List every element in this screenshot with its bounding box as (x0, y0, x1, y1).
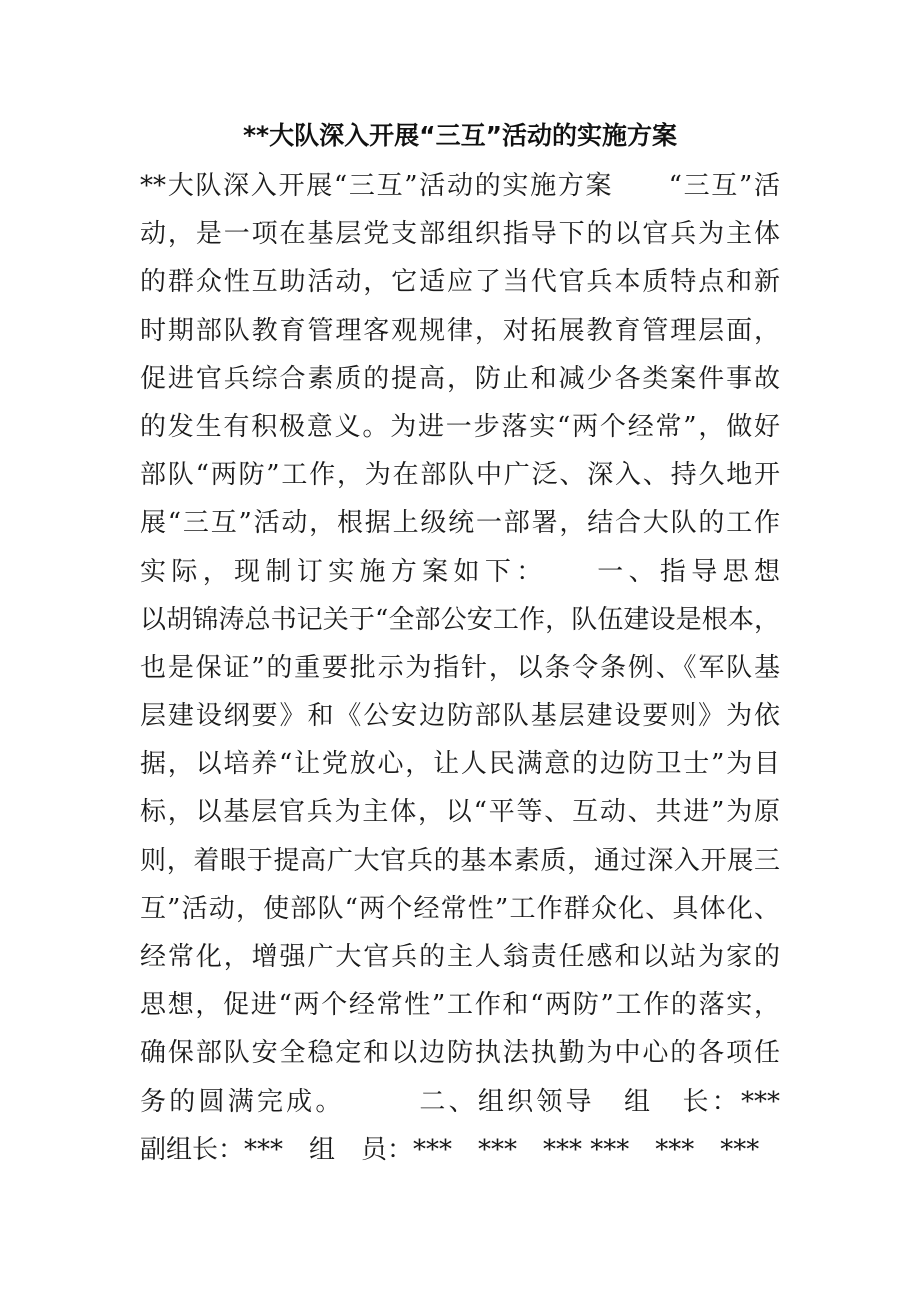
body-line: 动，是一项在基层党支部组织指导下的以官兵为主体 (140, 219, 780, 250)
body-line: 确保部队安全稳定和以边防执法执勤为中心的各项任 (140, 1038, 780, 1069)
body-line: 标，以基层官兵为主体，以“平等、互动、共进”为原 (140, 797, 780, 828)
body-line: 时期部队教育管理客观规律，对拓展教育管理层面， (140, 315, 780, 346)
body-line: 以胡锦涛总书记关于“全部公安工作，队伍建设是根本， (140, 604, 780, 635)
body-line: 部队“两防”工作，为在部队中广泛、深入、持久地开 (140, 460, 780, 491)
document-title: **大队深入开展“三互”活动的实施方案 (242, 121, 677, 150)
body-line: 务的圆满完成。 二、组织领导 组 长：*** (140, 1086, 780, 1117)
body-line: 副组长：*** 组 员：*** *** *** *** *** *** (140, 1134, 760, 1165)
body-line: 思想，促进“两个经常性”工作和“两防”工作的落实， (140, 990, 780, 1021)
body-line: 的发生有积极意义。为进一步落实“两个经常”，做好 (140, 411, 780, 442)
body-line: 则，着眼于提高广大官兵的基本素质，通过深入开展三 (140, 845, 780, 876)
body-line: 展“三互”活动，根据上级统一部署，结合大队的工作 (140, 508, 780, 539)
document-body (140, 162, 780, 1174)
body-line: **大队深入开展“三互”活动的实施方案 “三互”活 (140, 171, 780, 201)
body-line: 经常化，增强广大官兵的主人翁责任感和以站为家的 (140, 942, 780, 972)
body-line: 层建设纲要》和《公安边防部队基层建设要则》为依 (140, 701, 780, 732)
body-line: 互”活动，使部队“两个经常性”工作群众化、具体化、 (140, 893, 780, 924)
body-line: 实际，现制订实施方案如下： 一、指导思想 (140, 556, 780, 587)
body-line: 促进官兵综合素质的提高，防止和减少各类案件事故 (140, 363, 780, 394)
body-line: 据，以培养“让党放心，让人民满意的边防卫士”为目 (140, 749, 780, 780)
body-line: 的群众性互助活动，它适应了当代官兵本质特点和新 (140, 267, 780, 298)
body-line: 也是保证”的重要批示为指针，以条令条例、《军队基 (140, 652, 780, 683)
